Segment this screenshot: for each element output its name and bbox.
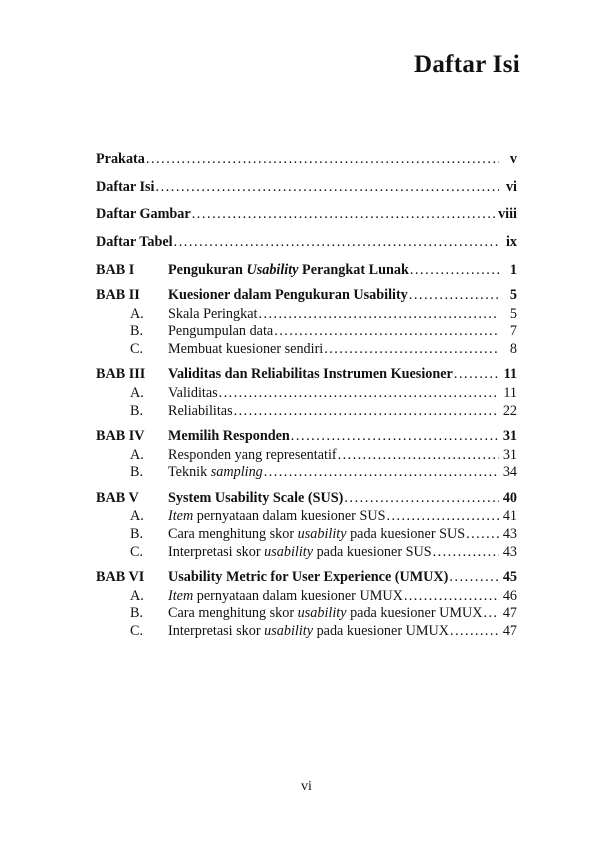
- toc-title-fragment: usability: [264, 622, 314, 639]
- toc-entry-title: [168, 589, 403, 603]
- toc-page-number: 11: [503, 366, 517, 383]
- page-folio: vi: [301, 779, 312, 794]
- toc-entry-title: [168, 367, 453, 381]
- toc-title-fragment: pada kuesioner SUS: [313, 543, 432, 560]
- leader-dots: [410, 263, 499, 277]
- toc-entry-title: [168, 307, 257, 321]
- toc-title-fragment: pernyataan dalam kuesioner SUS: [193, 508, 386, 525]
- leader-dots: [324, 342, 499, 356]
- leader-dots: [264, 465, 499, 479]
- leader-dots: [454, 367, 499, 381]
- toc-entry-title: Daftar Isi: [96, 178, 155, 195]
- toc-page-number: 45: [502, 568, 517, 585]
- toc-entry-title: [168, 263, 409, 277]
- toc-entry-title: [168, 509, 385, 523]
- toc-entry-title: [168, 429, 290, 443]
- toc-entry-title: Daftar Tabel: [96, 234, 173, 251]
- toc-page-number: 47: [502, 622, 517, 639]
- toc-section-letter: B.: [130, 525, 144, 542]
- toc-title-fragment: Validitas dan Reliabilitas Instrumen Kuesioner: [168, 366, 453, 383]
- toc-section-row[interactable]: [96, 589, 517, 603]
- toc-title-fragment: Memilih Responden: [168, 427, 290, 444]
- toc-title-fragment: sampling: [210, 464, 263, 481]
- toc-title-fragment: Kuesioner dalam Pengukuran Usability: [168, 287, 408, 304]
- toc-page-number: v: [509, 151, 517, 167]
- leader-dots: [344, 491, 499, 505]
- toc-title-fragment: Usability Metric for User Experience (UMUX): [168, 568, 449, 585]
- toc-page-number: 5: [509, 287, 517, 304]
- leader-dots: [483, 606, 499, 620]
- toc-title-fragment: usability: [297, 605, 347, 622]
- leader-dots: [155, 180, 499, 194]
- toc-page-number: 22: [502, 402, 517, 419]
- toc-section-letter: A.: [130, 385, 144, 402]
- toc-title-fragment: Cara menghitung skor: [168, 605, 298, 622]
- leader-dots: [466, 527, 499, 541]
- toc-section-letter: B.: [130, 323, 144, 340]
- toc-page-number: 41: [502, 508, 517, 525]
- toc-page-number: 46: [502, 587, 517, 604]
- toc-title-fragment: Pengukuran: [168, 261, 247, 278]
- toc-chapter-row[interactable]: [96, 288, 517, 302]
- toc-chapter-label: BAB IV: [96, 427, 145, 444]
- toc-page-number: 11: [503, 385, 517, 402]
- toc-entry-title: [168, 465, 263, 479]
- toc-page-number: 5: [509, 305, 517, 322]
- toc-section-row[interactable]: [96, 465, 517, 479]
- toc-title-fragment: usability: [264, 543, 314, 560]
- toc-entry-title: [168, 606, 482, 620]
- toc-title-fragment: Perangkat Lunak: [298, 261, 409, 278]
- toc-front-matter-row[interactable]: [96, 152, 517, 166]
- toc-entry-title: [168, 288, 408, 302]
- leader-dots: [450, 624, 499, 638]
- toc-page-number: 43: [502, 543, 517, 560]
- toc-title-fragment: Membuat kuesioner sendiri: [168, 341, 324, 358]
- leader-dots: [409, 288, 499, 302]
- leader-dots: [404, 589, 499, 603]
- toc-page-number: 1: [509, 261, 517, 278]
- toc-page-number: viii: [498, 206, 517, 223]
- toc-chapter-row[interactable]: [96, 367, 517, 381]
- toc-section-letter: B.: [130, 464, 144, 481]
- toc-title-fragment: Cara menghitung skor: [168, 525, 298, 542]
- toc-title-fragment: Interpretasi skor: [168, 543, 265, 560]
- toc-title-fragment: Usability: [246, 261, 299, 278]
- toc-page-number: 31: [502, 446, 517, 463]
- leader-dots: [338, 448, 499, 462]
- toc-entry-title: [168, 448, 337, 462]
- toc-chapter-row[interactable]: [96, 429, 517, 443]
- leader-dots: [291, 429, 499, 443]
- toc-section-row[interactable]: [96, 342, 517, 356]
- toc-title-fragment: System Usability Scale (SUS): [168, 489, 344, 506]
- toc-section-row[interactable]: [96, 545, 517, 559]
- toc-front-matter-row[interactable]: [96, 207, 517, 221]
- toc-section-row[interactable]: [96, 386, 517, 400]
- toc-section-letter: A.: [130, 305, 144, 322]
- toc-entry-title: [168, 545, 432, 559]
- toc-title-fragment: pada kuesioner SUS: [346, 525, 466, 542]
- toc-title-fragment: pernyataan dalam kuesioner UMUX: [193, 587, 403, 604]
- toc-title-fragment: pada kuesioner UMUX: [313, 622, 449, 639]
- toc-title-fragment: Teknik: [168, 464, 211, 481]
- toc-section-row[interactable]: [96, 606, 517, 620]
- toc-front-matter-row[interactable]: [96, 180, 517, 194]
- toc-page-number: vi: [505, 178, 517, 195]
- toc-entry-title: [168, 342, 323, 356]
- leader-dots: [174, 235, 499, 249]
- toc-section-row[interactable]: [96, 404, 517, 418]
- toc-title-fragment: Responden yang representatif: [168, 446, 337, 463]
- toc-title-fragment: usability: [297, 525, 347, 542]
- toc-page-number: 7: [509, 323, 517, 340]
- toc-section-letter: A.: [130, 587, 144, 604]
- toc-chapter-row[interactable]: [96, 491, 517, 505]
- toc-chapter-label: BAB I: [96, 261, 135, 278]
- toc-section-row[interactable]: [96, 307, 517, 321]
- leader-dots: [146, 152, 499, 166]
- leader-dots: [192, 207, 497, 221]
- toc-page-number: 8: [509, 341, 517, 358]
- leader-dots: [274, 324, 499, 338]
- toc-section-row[interactable]: [96, 624, 517, 638]
- toc-title-fragment: Reliabilitas: [168, 402, 233, 419]
- toc-title-fragment: pada kuesioner UMUX: [346, 605, 483, 622]
- toc-chapter-row[interactable]: [96, 263, 517, 277]
- toc-front-matter-row[interactable]: [96, 235, 517, 249]
- toc-section-letter: A.: [130, 508, 144, 525]
- toc-section-letter: A.: [130, 446, 144, 463]
- toc-title-fragment: Pengumpulan data: [168, 323, 274, 340]
- toc-entry-title: [168, 386, 218, 400]
- toc-title-fragment: Item: [168, 587, 194, 604]
- toc-entry-title: Prakata: [96, 151, 145, 167]
- leader-dots: [219, 386, 499, 400]
- toc-section-letter: C.: [130, 543, 144, 560]
- toc-chapter-row[interactable]: [96, 570, 517, 584]
- toc-title-fragment: Skala Peringkat: [168, 305, 258, 322]
- toc-section-row[interactable]: [96, 509, 517, 523]
- toc-title-fragment: Interpretasi skor: [168, 622, 265, 639]
- toc-section-row[interactable]: [96, 448, 517, 462]
- toc-entry-title: [168, 404, 233, 418]
- page-title: Daftar Isi: [413, 51, 520, 78]
- toc-title-fragment: Validitas: [168, 385, 218, 402]
- toc-entry-title: [168, 527, 465, 541]
- toc-entry-title: Daftar Gambar: [96, 206, 191, 223]
- toc-section-letter: C.: [130, 341, 144, 358]
- toc-page-number: 34: [502, 464, 517, 481]
- toc-chapter-label: BAB VI: [96, 568, 145, 585]
- toc-page-number: 40: [502, 489, 517, 506]
- leader-dots: [258, 307, 499, 321]
- toc-page-number: ix: [505, 234, 517, 251]
- toc-page-number: 47: [502, 605, 517, 622]
- toc-page-number: 31: [502, 427, 517, 444]
- leader-dots: [433, 545, 499, 559]
- leader-dots: [449, 570, 499, 584]
- toc-chapter-label: BAB II: [96, 287, 140, 304]
- toc-entry-title: [168, 324, 273, 338]
- table-of-contents: [96, 152, 517, 642]
- toc-chapter-label: BAB V: [96, 489, 139, 506]
- toc-section-letter: B.: [130, 402, 144, 419]
- toc-section-row[interactable]: [96, 527, 517, 541]
- toc-page-number: 43: [502, 525, 517, 542]
- toc-title-fragment: Item: [168, 508, 194, 525]
- toc-section-letter: C.: [130, 622, 144, 639]
- toc-entry-title: [168, 491, 343, 505]
- toc-section-row[interactable]: [96, 324, 517, 338]
- leader-dots: [234, 404, 499, 418]
- toc-section-letter: B.: [130, 605, 144, 622]
- toc-entry-title: [168, 624, 449, 638]
- toc-entry-title: [168, 570, 448, 584]
- toc-chapter-label: BAB III: [96, 366, 146, 383]
- leader-dots: [386, 509, 499, 523]
